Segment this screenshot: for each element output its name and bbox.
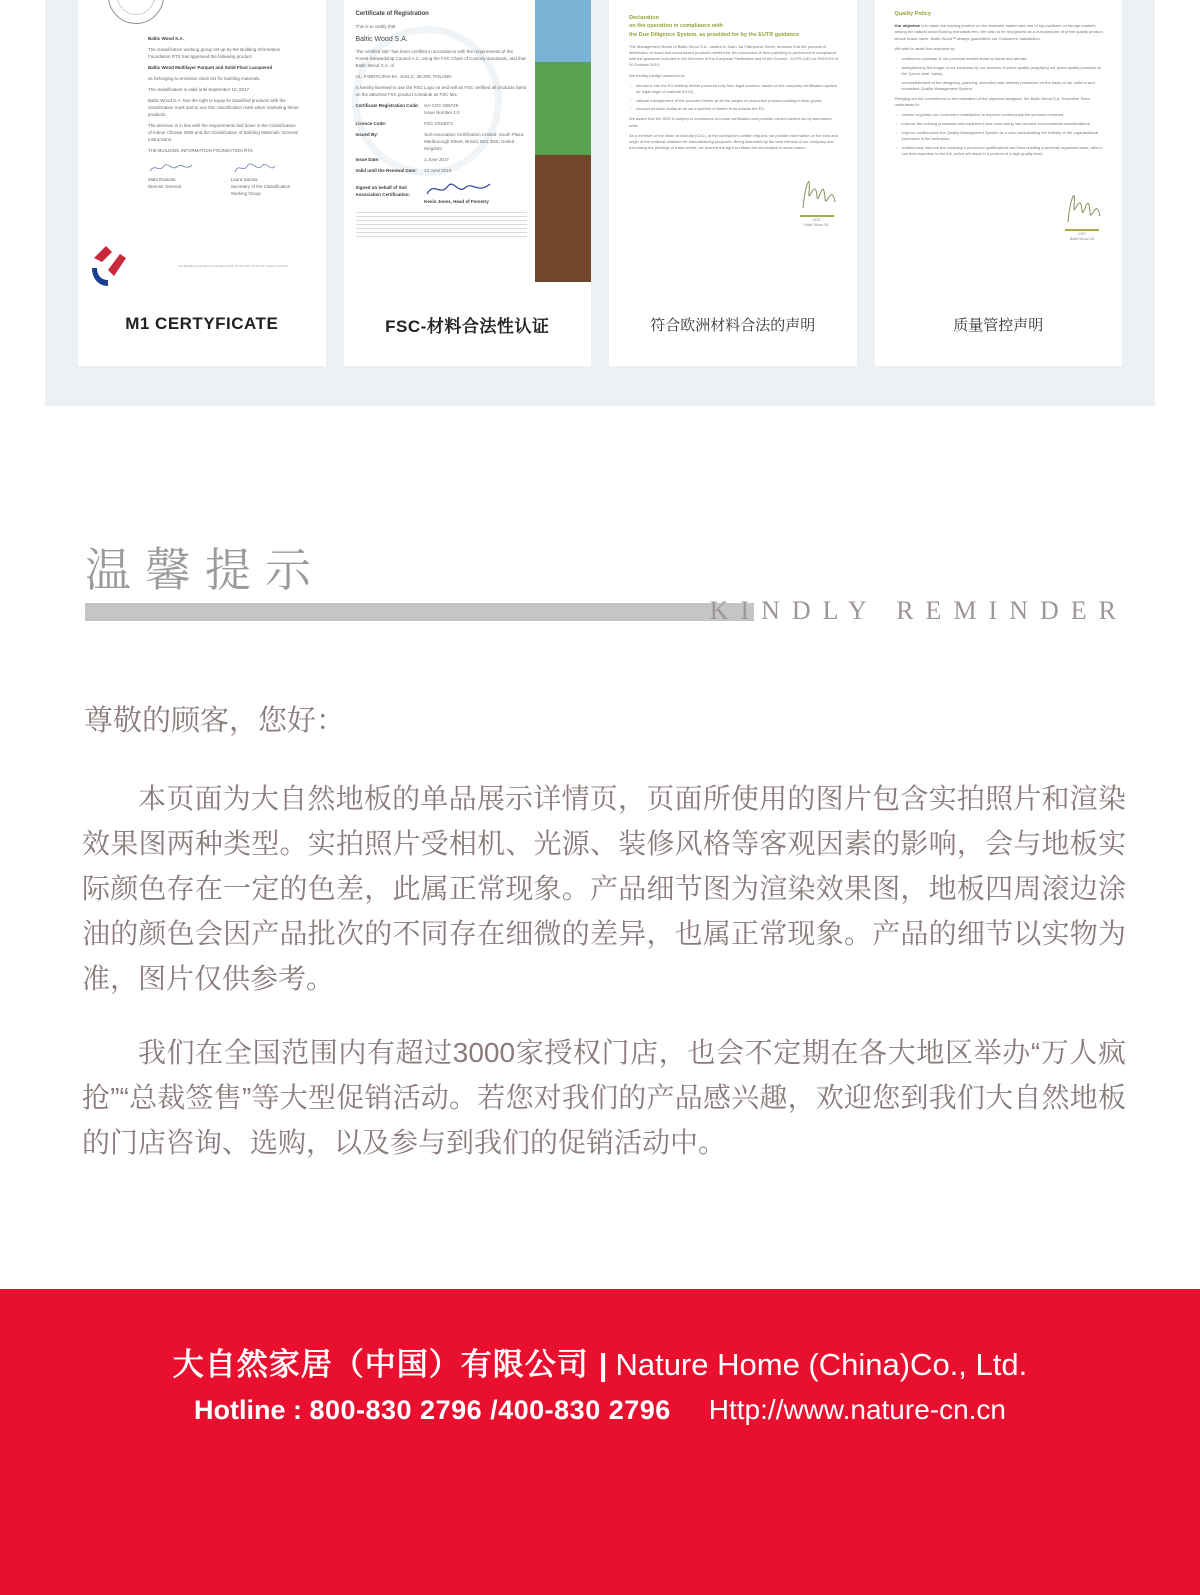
- doc-org-line: THE BUILDING INFORMATION FOUNDATION RTS: [148, 147, 253, 153]
- doc-paragraph: is to attain the leading position on the domestic market and one of top positions on foreign markets among the natural wood flooring manufacturers. We wish to be recognized as a manufacturer of prime quality product, whose brand name, Baltic Wood™ always guarantees our Customers' satisfaction.: [894, 23, 1104, 41]
- section-subtitle-en: KINDLY REMINDER: [709, 596, 1128, 625]
- field-label: Licence Code:: [355, 120, 387, 126]
- doc-heading-line: the Due Diligence System, as provided for by the EUTR guidance: [629, 31, 799, 38]
- doc-bullet: › continuous increase of our products market share at home and abroad,: [902, 56, 1105, 62]
- doc-bullet: › accomplishment of the designing, planning, execution and delivery processes on the basis of our uniform and consistent Quality Management System.: [902, 80, 1105, 92]
- title-underline-bar: [85, 603, 754, 621]
- certificate-card-fsc: [344, 0, 592, 366]
- footer-banner: [0, 1289, 1200, 1595]
- doc-paragraph: The decision is in line with the requirements laid down in the Classification of Indoor Climate 2008 and the Classification of Building Materials: General Instructions.: [148, 122, 298, 142]
- doc-paragraph: The Management Board of Baltic Wood S.A., seated in Jaslo, 6a Fabryczna Street, declares that the process of distribution of wood and wood based products needed for the production of floor panelling is performed in compliance with the guidance included in the Directive of the European Parliament and of the Council - EUTR (UE) no 995/2010 of 20 October 2010.: [629, 43, 839, 68]
- certificates-section: [45, 0, 1155, 406]
- doc-company-name: Baltic Wood S.A.: [355, 36, 408, 44]
- website-url: Http://www.nature-cn.cn: [708, 1394, 1007, 1425]
- fsc-watermark-icon: [352, 26, 502, 176]
- footer-company-line: [0, 1339, 1200, 1384]
- certificate-caption: 质量管控声明: [953, 316, 1044, 334]
- field-label: Valid until the Renewal Date:: [355, 167, 417, 173]
- doc-paragraph: "the certified site" has been certified in accordance with the requirements of the Forest Stewardship Council A.C. using the FSC Chain of Custody standards, and that Baltic Wood S.A. of: [355, 49, 526, 69]
- field-value2: Issue Number 1.0: [424, 109, 460, 115]
- doc-paragraph: We assert that the DDS is subject to continuous in-house verification and periodic control carried out by authorized units.: [629, 116, 832, 128]
- doc-bullet: › monitor regularly our Customers' satisfaction to improve continuously the services rendered,: [902, 112, 1105, 118]
- doc-bullet: › introduce into the EU territory timber procured only from legal sources, based on the company certification system for legal origin of material (DDS),: [636, 83, 839, 95]
- certificate-caption: M1 CERTYFICATE: [125, 314, 279, 333]
- field-value: FSC-C023073: [424, 120, 453, 126]
- doc-paragraph: This is to certify that: [355, 24, 396, 30]
- field-label: Issued By:: [355, 131, 379, 137]
- doc-product-name: Baltic Wood Multilayer Parquet and Solid Floor Lacquered: [148, 64, 273, 70]
- company-name-cn: 大自然家居（中国）有限公司: [172, 1347, 589, 1382]
- doc-paragraph: The classification is valid until September 10, 2017: [148, 86, 250, 92]
- doc-paragraph: As a member of the chain of custody (CoC), at the contractor's written request, we provide information on the kind and origin of the material obtained for manufacturing purposes. Being instructed by the best interest of our company and exercising the privilege of trade secret, we reserve the right to refuse the information in some cases.: [629, 132, 838, 151]
- round-seal-stamp: [108, 0, 164, 24]
- signer-role: Secretary of the Classification Working Group: [230, 183, 291, 196]
- signature-name-line: [1065, 229, 1099, 231]
- doc-paragraph: We wish to attain this objective by:: [894, 45, 956, 51]
- certificate-document-declaration: [609, 0, 857, 300]
- field-label: Certificate Registration Code:: [355, 102, 420, 108]
- field-value: 13 June 2019: [424, 167, 452, 173]
- certificate-card-quality: [875, 0, 1123, 366]
- section-title: 温馨提示: [85, 544, 325, 596]
- fine-print-lines: [356, 212, 528, 238]
- doc-bullet: › improve the existing processes and implement new ones taking into account environmental considerations,: [902, 121, 1105, 127]
- certificate-caption: FSC-材料合法性认证: [385, 316, 550, 336]
- signer-name: Matti Rautiola: [148, 176, 176, 182]
- field-value: Soil Association Certification Limited, South Plaza, Marlborough Street, Bristol, BS1 3NX, United Kingdom: [424, 131, 525, 151]
- doc-bullet: › strengthening the image of our company by our services of prime quality (supplying our prime quality products on the "just-in-time" basis),: [902, 65, 1105, 77]
- signer-name: Kevin Jones, Head of Forestry: [424, 198, 489, 204]
- certificate-card-declaration: [609, 0, 857, 366]
- doc-paragraph: Pledging our full commitment to the realization of the objective assigned, the Baltic Wood S.A. Executive Team undertakes to:: [894, 95, 1090, 108]
- company-name-en: Nature Home (China)Co., Ltd.: [615, 1347, 1028, 1382]
- signer-role: CEO: [812, 217, 821, 222]
- doc-title: Baltic Wood S.A.: [148, 36, 184, 41]
- doc-header: Certificate of Registration: [355, 11, 429, 17]
- doc-bullet: › continuously improve the company's personnel qualifications and thus building a perfectly organized team, able to use their expertise to the full, which will result in a product of a high quality level.: [902, 145, 1105, 157]
- doc-paragraph: The classification working group set up by the Building Information Foundation RTS has approved the following product: [148, 46, 281, 59]
- certificate-caption: 符合欧洲材料合法的声明: [650, 316, 816, 334]
- doc-heading-line: on the operation in compliance with: [629, 23, 723, 30]
- signature-scribble-icon: [1060, 182, 1104, 228]
- signature-name-line: [800, 215, 834, 217]
- doc-bullet: › rational management of the procured timber at all the stages of production process leading to final goods,: [636, 98, 839, 104]
- field-value: 1 June 2017: [424, 156, 449, 162]
- doc-bullet: › conduct periodic audits at all our importers of timber from outside the EU.: [636, 106, 839, 112]
- doc-lead: Our objective: [894, 23, 921, 29]
- field-label: Signed on behalf of Soil Association Certification:: [355, 185, 411, 198]
- hotline-numbers: 800-830 2796 /400-830 2796: [309, 1395, 671, 1425]
- doc-paragraph: Baltic Wood S.A. has the right to equip its classified products with the classification mark and to use this classification mark when marketing these products.: [148, 97, 299, 117]
- signer-role: CEO: [1078, 231, 1086, 236]
- certificate-document-fsc: [344, 0, 592, 300]
- signer-name: Laura Sariola: [230, 176, 258, 182]
- signature-scribble-icon: [795, 168, 839, 214]
- footer-contact-line: [0, 1394, 1200, 1426]
- reminder-paragraph-1: 本页面为大自然地板的单品展示详情页，页面所使用的图片包含实拍照片和渲染效果图两种类型。实拍照片受相机、光源、装修风格等客观因素的影响，会与地板实际颜色存在一定的色差，此属正常现象。产品细节图为渲染效果图，地板四周滚边涂油的颜色会因产品批次的不同存在细微的差异，也属正常现象。产品的细节以实物为准，图片仅供参考。: [82, 783, 1126, 994]
- landscape-photo-strip: [535, 0, 591, 282]
- field-value: SA-COC-006729: [424, 102, 459, 108]
- certificate-document-quality: [875, 0, 1123, 300]
- signature-scribble-icon: [148, 161, 194, 175]
- doc-heading-line: Declaration: [629, 15, 659, 21]
- doc-address: UL. FABRYCZNA 6A, JASLO, 38-200, POLAND: [355, 74, 452, 80]
- doc-paragraph: We hereby pledge ourselves to:: [629, 72, 686, 78]
- doc-heading: Quality Policy: [894, 11, 931, 17]
- doc-paragraph: as belonging to emission class M1 for building materials.: [148, 75, 261, 81]
- greeting-text: 尊敬的顾客，您好：: [84, 705, 346, 737]
- certificate-card-m1: [78, 0, 326, 366]
- doc-bullet: › improve continuously the Quality Management System as a core consolidating the entirety of the organizational processes in the enterprise,: [902, 130, 1105, 142]
- doc-paragraph: is hereby licensed to use the FSC Logo on and sell as FSC certified all products listed on the attached FSC product schedule as FSC Mix.: [355, 84, 527, 97]
- certificate-document-m1: [78, 0, 326, 300]
- separator-bar: |: [598, 1347, 608, 1382]
- hotline-label: Hotline :: [193, 1395, 310, 1425]
- signer-role: Director General: [148, 183, 182, 189]
- doc-footer-note: The Building Information Foundation RTS, P.O.B 1004, FI-00 101 Helsinki, Finland: [178, 264, 288, 268]
- rts-logo-icon: [90, 244, 130, 288]
- signature-scribble-icon: [424, 179, 494, 199]
- signer-company: Baltic Wood SA: [804, 222, 829, 227]
- signature-scribble-icon: [231, 161, 277, 175]
- signer-company: Baltic Wood SA: [1069, 236, 1095, 241]
- reminder-paragraph-2: 我们在全国范围内有超过3000家授权门店，也会不定期在各大地区举办“万人疯抢”“总裁签售”等大型促销活动。若您对我们的产品感兴趣，欢迎您到我们大自然地板的门店咨询、选购，以及参与到我们的促销活动中。: [82, 1037, 1126, 1158]
- field-label: Issue Date:: [355, 156, 380, 162]
